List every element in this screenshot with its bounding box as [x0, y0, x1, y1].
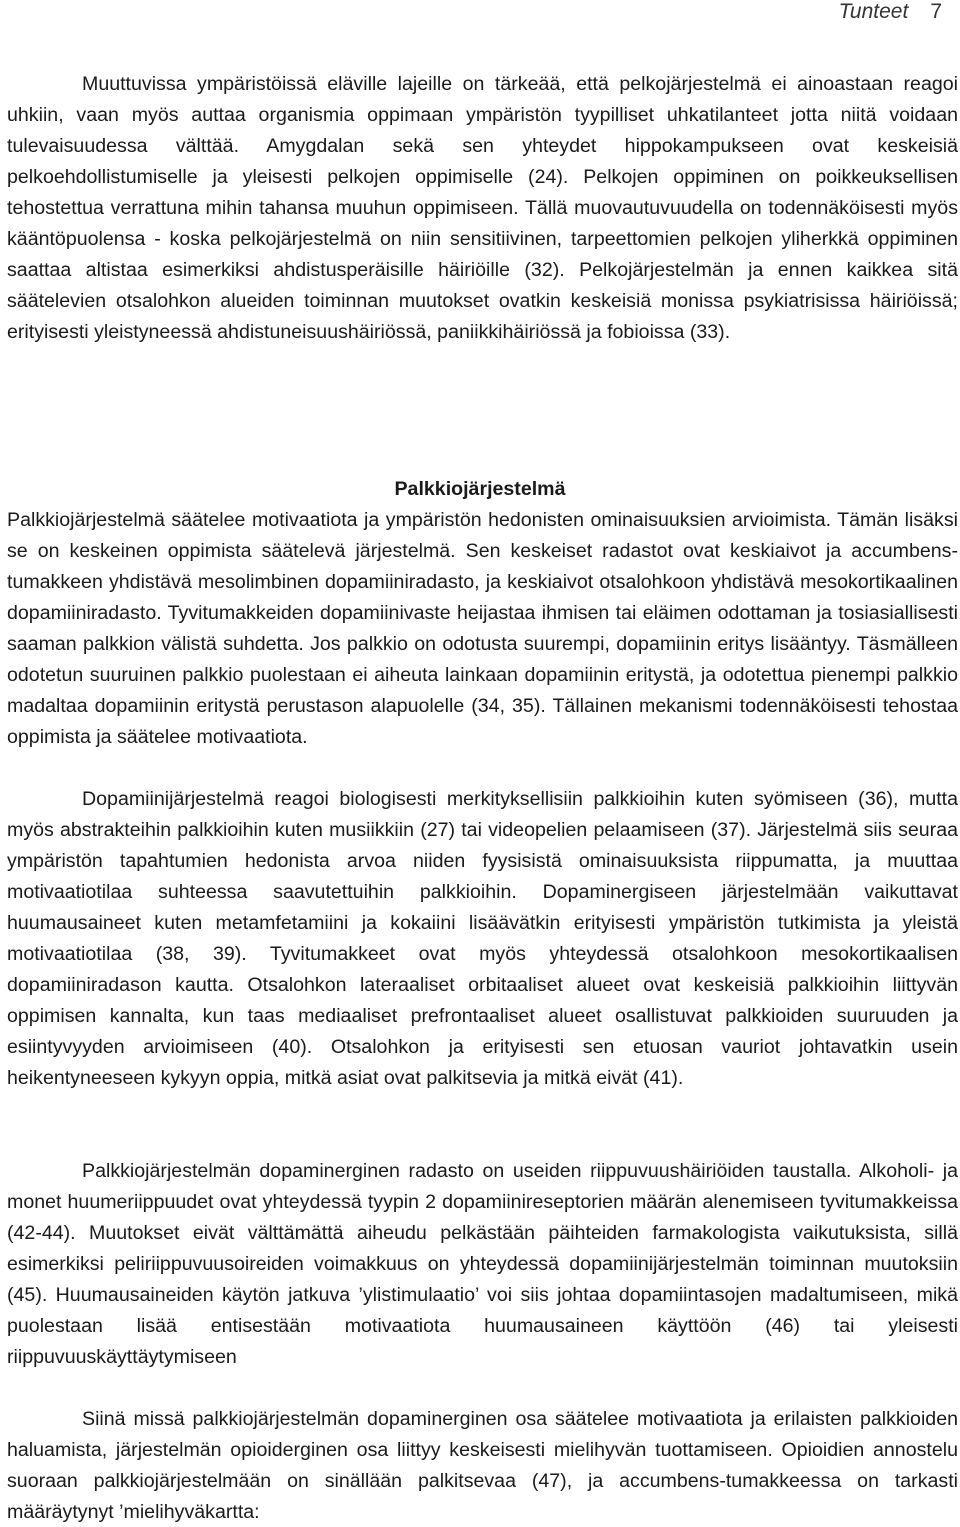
paragraph-fear-learning: Muuttuvissa ympäristöissä eläville lajeille on tärkeää, että pelkojärjestelmä ei ainoastaan reagoi uhkiin, vaan myös auttaa organismia oppimaan ympäristön tyypilliset uhkatilanteet jotta niitä voidaan tulevaisuudessa välttää. Amygdalan sekä sen yhteydet hippokampukseen ovat keskeisiä pelkoehdollistumiselle ja yleisesti pelkojen oppimiselle (24). Pelkojen oppiminen on poikkeuksellisen tehostettua verrattuna mihin tahansa muuhun oppimiseen. Tällä muovautuvuudella on todennäköisesti myös kääntöpuolensa - koska pelkojärjestelmä on niin sensitiivinen, tarpeettomien pelkojen yliherkkä oppiminen saattaa altistaa esimerkiksi ahdistusperäisille häiriöille (32). Pelkojärjestelmän ja ennen kaikkea sitä säätelevien otsalohkon alueiden toiminnan muutokset ovatkin keskeisiä monissa psykiatrisissa häiriöissä; erityisesti yleistyneessä ahdistuneisuushäiriössä, paniikkihäiriössä ja fobioissa (33). — [7, 73, 958, 343]
paragraph-dopamine-system: Dopamiinijärjestelmä reagoi biologisesti merkityksellisiin palkkioihin kuten syömiseen (36), mutta myös abstrakteihin palkkioihin kuten musiikkiin (27) tai videopelien pelaamiseen (37). Järjestelmä siis seuraa ympäristön tapahtumien hedonista arvoa niiden fyysisistä ominaisuuksista riippumatta, ja muuttaa motivaatiotilaa suhteessa saavutettuihin palkkioihin. Dopaminergiseen järjestelmään vaikuttavat huumausaineet kuten metamfetamiini ja kokaiini lisäävätkin erityisesti ympäristön tutkimista ja yleistä motivaatiotilaa (38, 39). Tyvitumakkeet ovat myös yhteydessä otsalohkoon mesokortikaalisen dopamiiniradason kautta. Otsalohkon lateraaliset orbitaaliset alueet ovat keskeisiä palkkioihin liittyvän oppimisen kannalta, kun taas mediaaliset prefrontaaliset alueet osallistuvat palkkioiden suuruuden ja esiintyvyyden arvioimiseen (40). Otsalohkon ja erityisesti sen etuosan vauriot johtavatkin usein heikentyneeseen kykyyn oppia, mitkä asiat ovat palkitsevia ja mitkä eivät (41). — [7, 788, 958, 1089]
page-number: 7 — [930, 0, 942, 23]
paragraph-opioid-system: Siinä missä palkkiojärjestelmän dopaminerginen osa säätelee motivaatiota ja erilaisten palkkioiden haluamista, järjestelmän opioiderginen osa liittyy keskeisesti mielihyvän tuottamiseen. Opioidien annostelu suoraan palkkiojärjestelmään on sinällään palkitsevaa (47), ja accumbens-tumakkeessa on tarkasti määräytynyt ’mielihyväkartta: — [7, 1408, 958, 1523]
section-heading: Palkkiojärjestelmä — [394, 478, 566, 500]
chapter-title: Tunteet — [838, 0, 909, 23]
running-header — [839, 0, 942, 24]
paragraph-addiction: Palkkiojärjestelmän dopaminerginen radasto on useiden riippuvuushäiriöiden taustalla. Alkoholi- ja monet huumeriippuudet ovat yhteydessä tyypin 2 dopamiinireseptorien määrän alenemiseen tyvitumakkeissa (42-44). Muutokset eivät välttämättä aiheudu pelkästään päihteiden farmakologista vaikutuksista, sillä esimerkiksi peliriippuvuusoireiden voimakkuus on yhteydessä dopamiinijärjestelmän toiminnan muutoksiin (45). Huumausaineiden käytön jatkuva ’ylistimulaatio’ voi siis johtaa dopamiintasojen madaltumiseen, mikä puolestaan lisää entisestään motivaatiota huumausaineen käyttöön (46) tai yleisesti riippuvuuskäyttäytymiseen — [7, 1160, 958, 1368]
paragraph-reward-system-intro: Palkkiojärjestelmä säätelee motivaatiota ja ympäristön hedonisten ominaisuuksien arvioimista. Tämän lisäksi se on keskeinen oppimista säätelevä järjestelmä. Sen keskeiset radastot ovat keskiaivot ja accumbens-tumakkeen yhdistävä mesolimbinen dopamiiniradasto, ja keskiaivot otsalohkoon yhdistävä mesokortikaalinen dopamiiniradasto. Tyvitumakkeiden dopamiinivaste heijastaa ihmisen tai eläimen odottaman ja tosiasiallisesti saaman palkkion välistä suhdetta. Jos palkkio on odotusta suurempi, dopamiinin eritys lisääntyy. Täsmälleen odotetun suuruinen palkkio puolestaan ei aiheuta lainkaan dopamiinin eritystä, ja odotettua pienempi palkkio madaltaa dopamiinin eritystä perustason alapuolelle (34, 35). Tällainen mekanismi todennäköisesti tehostaa oppimista ja säätelee motivaatiota. — [7, 509, 958, 748]
